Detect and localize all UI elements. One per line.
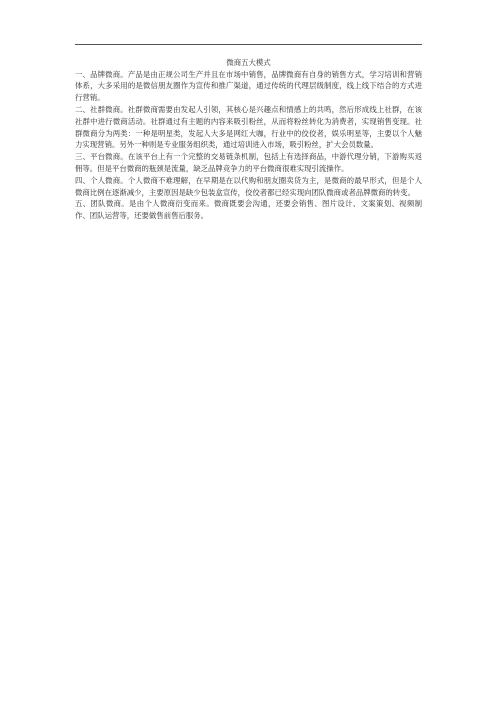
document-title: 微商五大模式 — [226, 58, 271, 67]
paragraph-team-weishang: 五、团队微商。是由个人微商衍变而来。微商既要会沟通，还要会销售、图片设计、文案策划、视频制作、团队运营等，还要做售前售后服务。 — [75, 199, 422, 221]
paragraph-personal-weishang: 四、个人微商。个人微商不难理解，在早期是在以代购和朋友圈卖货为主，是微商的最早形式，但是个人微商比例在逐渐减少，主要原因是缺少包装盒宣传，佼佼者都已经实现向团队微商或者品牌微商的转变。 — [75, 175, 422, 197]
paragraph-platform-weishang: 三、平台微商。在该平台上有一个完整的交易链条机制，包括上有选择商品，中游代理分销，下游购买返佣等。但是平台微商的瓶颈是流量，缺乏品牌竞争力的平台微商很难实现引流操作。 — [75, 152, 422, 173]
paragraph-community-weishang: 二、社群微商。社群微商需要由发起人引领，其核心是兴趣点和情感上的共鸣，然后形成线上社群，在该社群中进行微商活动。社群通过有主题的内容来吸引粉丝，从而将粉丝转化为消费者，实现销售变现。社群微商分为两类：一种是明星类，发起人大多是网红大咖，行业中的佼佼者，娱乐明星等，主要以个人魅力实现营销。另外一种则是专业服务组织类，通过培训进入市场，吸引粉丝，扩大会员数量。 — [75, 104, 422, 150]
document-body — [75, 57, 422, 222]
paragraph-brand-weishang: 一、品牌微商。产品是由正规公司生产并且在市场中销售，品牌微商有自身的销售方式，学习培训和营销体系，大多采用的是微信朋友圈作为宣传和推广渠道，通过传统的代理层级制度，线上线下结合的方式进行营销。 — [75, 69, 422, 103]
header-rule — [75, 44, 422, 45]
